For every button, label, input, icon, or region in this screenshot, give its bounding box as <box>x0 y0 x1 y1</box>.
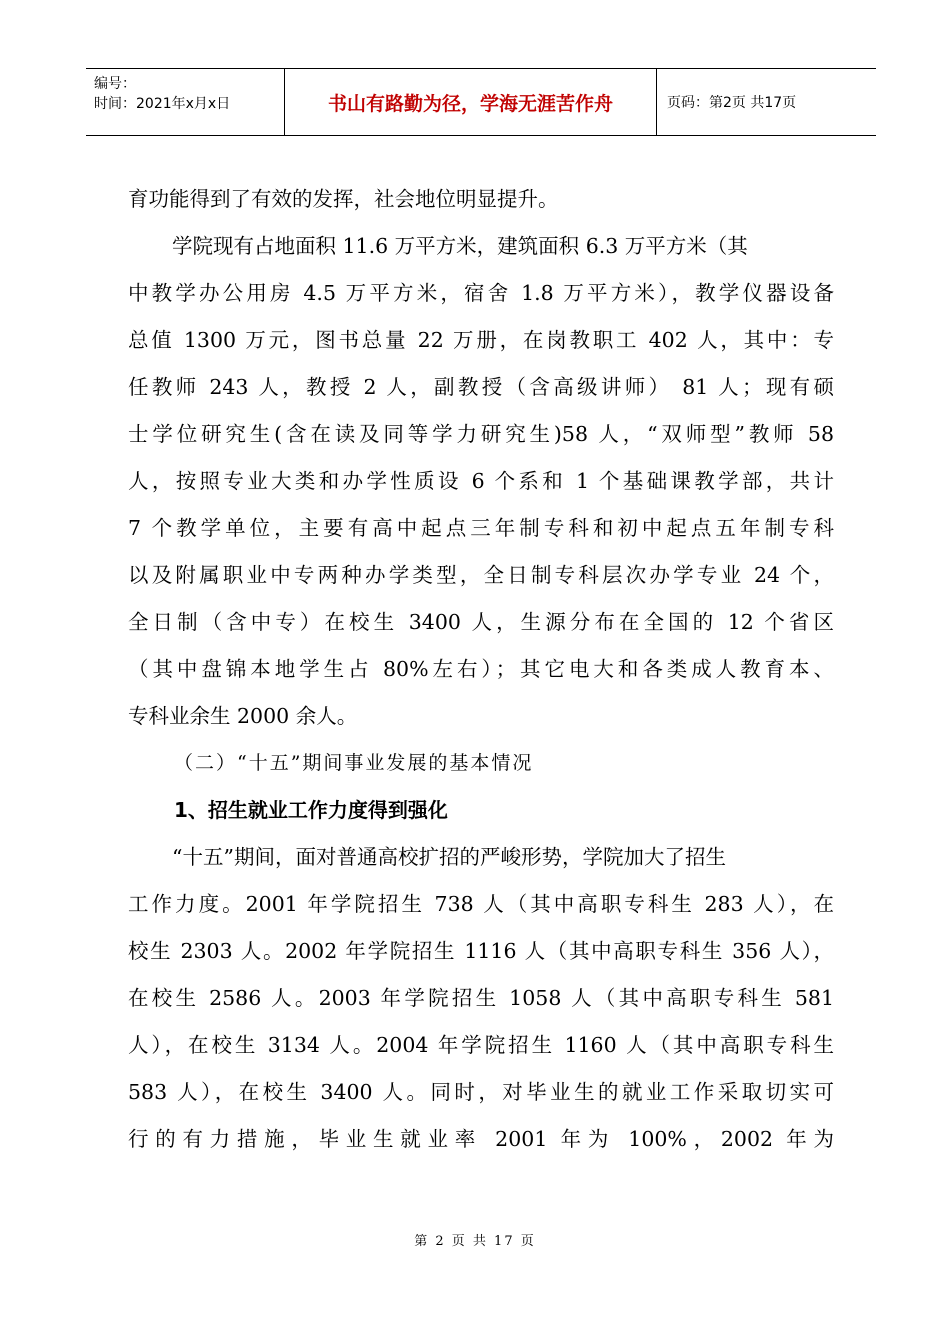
paragraph-line: “十五”期间，面对普通高校扩招的严峻形势，学院加大了招生 <box>172 845 726 869</box>
paragraph-line: 在校生 2586 人。2003 年学院招生 1058 人（其中高职专科生 581 <box>128 986 834 1010</box>
paragraph-line: 士学位研究生(含在读及同等学力研究生)58 人，“双师型”教师 58 <box>128 422 834 446</box>
paragraph-line: 以及附属职业中专两种办学类型，全日制专科层次办学专业 24 个， <box>128 563 834 587</box>
paragraph-line: 校生 2303 人。2002 年学院招生 1116 人（其中高职专科生 356 人）， <box>128 939 834 963</box>
paragraph-line: 人，按照专业大类和办学性质设 6 个系和 1 个基础课教学部，共计 <box>128 469 834 493</box>
paragraph-line: 583 人），在校生 3400 人。同时，对毕业生的就业工作采取切实可 <box>128 1080 834 1104</box>
header-meta <box>86 69 285 135</box>
document-time-label: 时间：2021年x月x日 <box>94 96 231 112</box>
section-heading: （二）“十五”期间事业发展的基本情况 <box>174 752 534 774</box>
paragraph-line: 专科业余生 2000 余人。 <box>128 704 358 728</box>
document-body <box>128 176 834 1163</box>
paragraph-line: 任教师 243 人，教授 2 人，副教授（含高级讲师） 81 人；现有硕 <box>128 375 834 399</box>
paragraph-line: 全日制（含中专）在校生 3400 人，生源分布在全国的 12 个省区 <box>128 610 834 634</box>
paragraph-line: 学院现有占地面积 11.6 万平方米，建筑面积 6.3 万平方米（其 <box>172 234 748 258</box>
header-motto: 书山有路勤为径，学海无涯苦作舟 <box>285 69 657 135</box>
document-number-label: 编号： <box>94 76 136 92</box>
paragraph-line: 育功能得到了有效的发挥，社会地位明显提升。 <box>128 187 559 211</box>
paragraph-line: 总值 1300 万元，图书总量 22 万册，在岗教职工 402 人，其中：专 <box>128 328 834 352</box>
header-page-number: 页码：第2页 共17页 <box>667 95 797 111</box>
paragraph-line: （其中盘锦本地学生占 80%左右）；其它电大和各类成人教育本、 <box>128 657 834 681</box>
paragraph-line: 7 个教学单位，主要有高中起点三年制专科和初中起点五年制专科 <box>128 516 834 540</box>
page-footer: 第 2 页 共 17 页 <box>414 1234 536 1249</box>
paragraph-line: 行的有力措施，毕业生就业率 2001 年为 100%，2002 年为 <box>128 1127 834 1151</box>
subsection-heading: 1、招生就业工作力度得到强化 <box>174 798 448 822</box>
page-header <box>86 68 876 136</box>
paragraph-line: 工作力度。2001 年学院招生 738 人（其中高职专科生 283 人），在 <box>128 892 834 916</box>
paragraph-line: 中教学办公用房 4.5 万平方米，宿舍 1.8 万平方米），教学仪器设备 <box>128 281 834 305</box>
paragraph-line: 人），在校生 3134 人。2004 年学院招生 1160 人（其中高职专科生 <box>128 1033 834 1057</box>
